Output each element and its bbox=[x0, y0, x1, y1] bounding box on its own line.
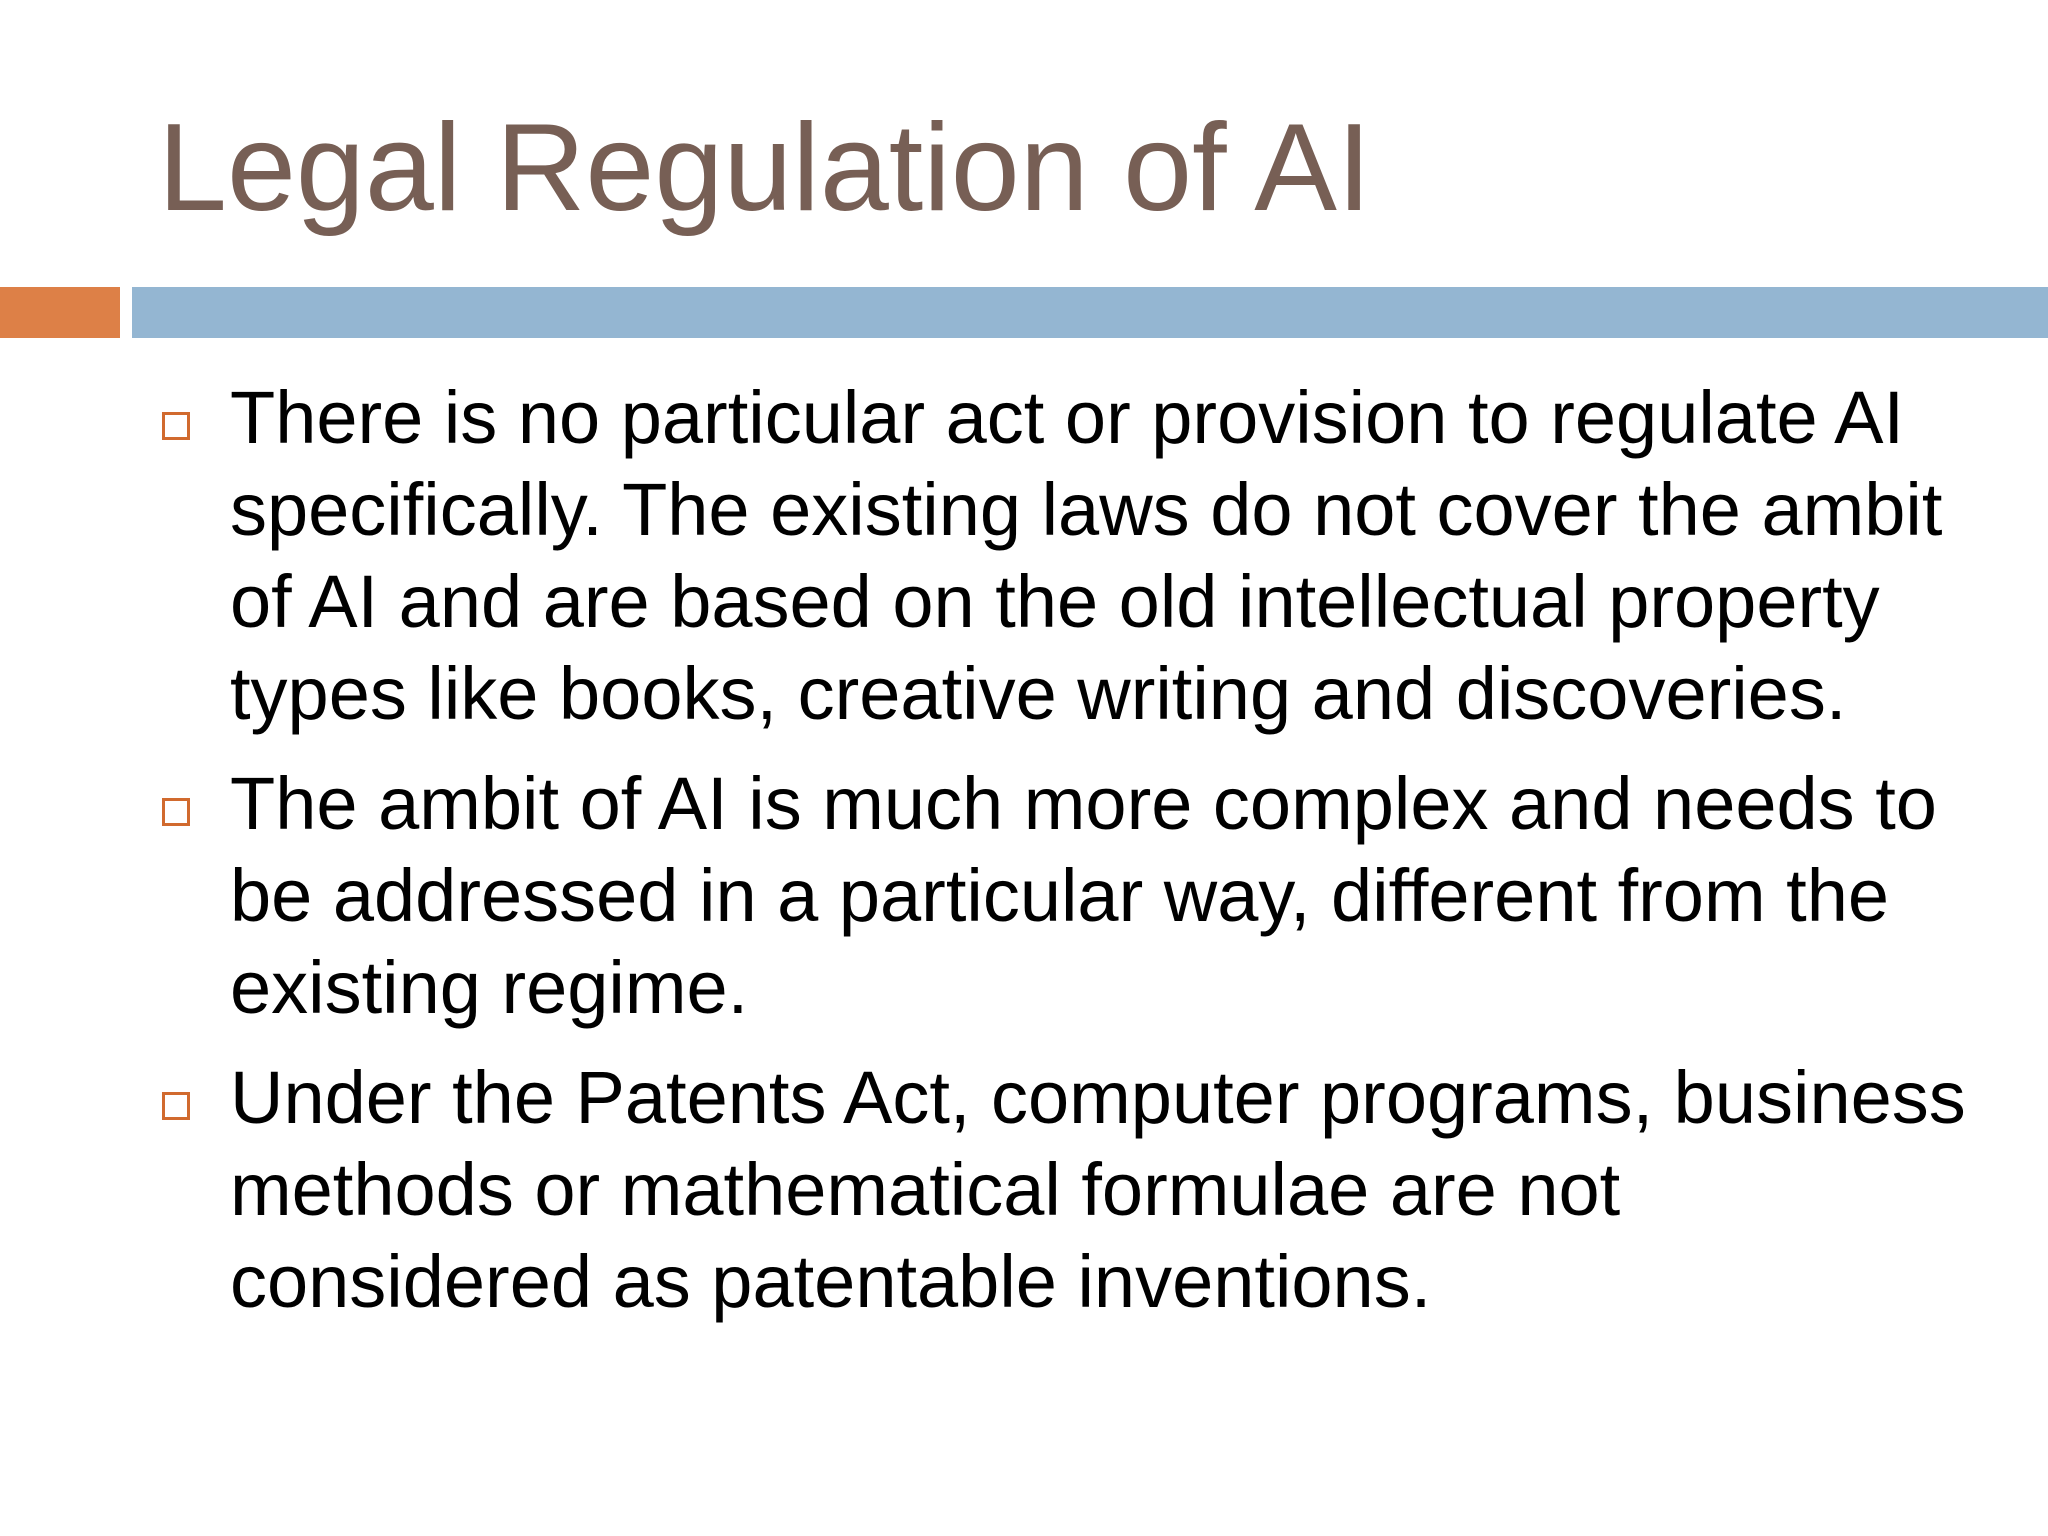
title-divider-bar bbox=[132, 287, 2048, 338]
hollow-square-icon bbox=[162, 798, 190, 826]
hollow-square-icon bbox=[162, 412, 190, 440]
bullet-text: The ambit of AI is much more complex and needs to be addressed in a particular way, different from the existing regime. bbox=[230, 762, 1937, 1029]
bullet-text: There is no particular act or provision to regulate AI specifically. The existing laws do not cover the ambit of AI and are based on the old intellectual property types like books, creative writing and discoveries. bbox=[230, 376, 1943, 735]
bullet-item bbox=[0, 1052, 2048, 1328]
hollow-square-icon bbox=[162, 1092, 190, 1120]
bullet-text: Under the Patents Act, computer programs, business methods or mathematical formulae are not considered as patentable inventions. bbox=[230, 1056, 1966, 1323]
bullet-item bbox=[0, 758, 2048, 1034]
bullet-list bbox=[0, 372, 2048, 1346]
slide-title: Legal Regulation of AI bbox=[158, 99, 1372, 237]
bullet-item bbox=[0, 372, 2048, 740]
title-accent-bar bbox=[0, 287, 120, 338]
